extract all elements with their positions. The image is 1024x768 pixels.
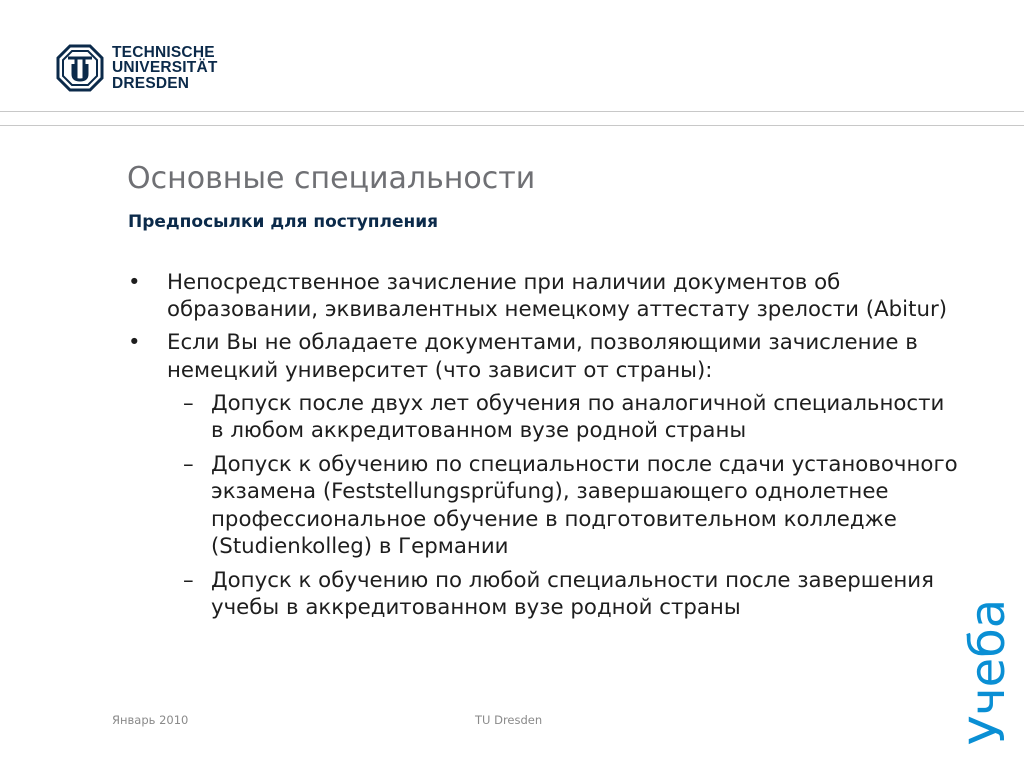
section-side-label: Учеба [960, 598, 1016, 745]
bullet-text: Если Вы не обладаете документами, позволяющими зачисление в немецкий университет (что зависит от страны): [167, 330, 918, 383]
bullet-item [128, 329, 958, 383]
slide-title: Основные специальности [127, 161, 536, 196]
bullet-text: Непосредственное зачисление при наличии документов об образовании, эквивалентных немецкому аттестату зрелости (Abitur) [167, 270, 948, 323]
sub-bullet-item [183, 567, 958, 621]
slide-body [128, 269, 958, 628]
logo-line-1: TECHNISCHE [112, 43, 215, 61]
header-divider-top [0, 111, 1024, 112]
logo-wordmark [112, 45, 218, 92]
bullet-marker: • [128, 270, 141, 295]
sub-bullet-item [183, 451, 958, 560]
sub-bullet-marker: – [183, 568, 194, 594]
sub-bullet-marker: – [183, 390, 194, 416]
footer-date: Январь 2010 [112, 713, 189, 727]
footer-institution: TU Dresden [475, 713, 543, 727]
sub-bullet-text: Допуск к обучению по любой специальности после завершения учебы в аккредитованном вузе родной страны [211, 568, 934, 621]
tu-dresden-logo [56, 44, 218, 92]
logo-line-3: DRESDEN [112, 74, 190, 92]
bullet-marker: • [128, 330, 141, 356]
tu-dresden-emblem-icon [56, 44, 104, 92]
sub-bullet-text: Допуск после двух лет обучения по аналогичной специальности в любом аккредитованном вузе родной страны [211, 390, 945, 444]
bullet-item [128, 269, 958, 323]
slide-subtitle: Предпосылки для поступления [128, 212, 439, 232]
sub-bullet-text: Допуск к обучению по специальности после сдачи установочного экзамена (Feststellungsprüfung), завершающего однолетнее профессиональное обучение в подготовительном колледже (Studienkolleg) в Германии [211, 452, 958, 559]
sub-bullet-item [183, 390, 958, 444]
logo-line-2: UNIVERSITÄT [112, 59, 218, 77]
header-divider-bottom [0, 125, 1024, 126]
sub-bullet-marker: – [183, 452, 194, 478]
